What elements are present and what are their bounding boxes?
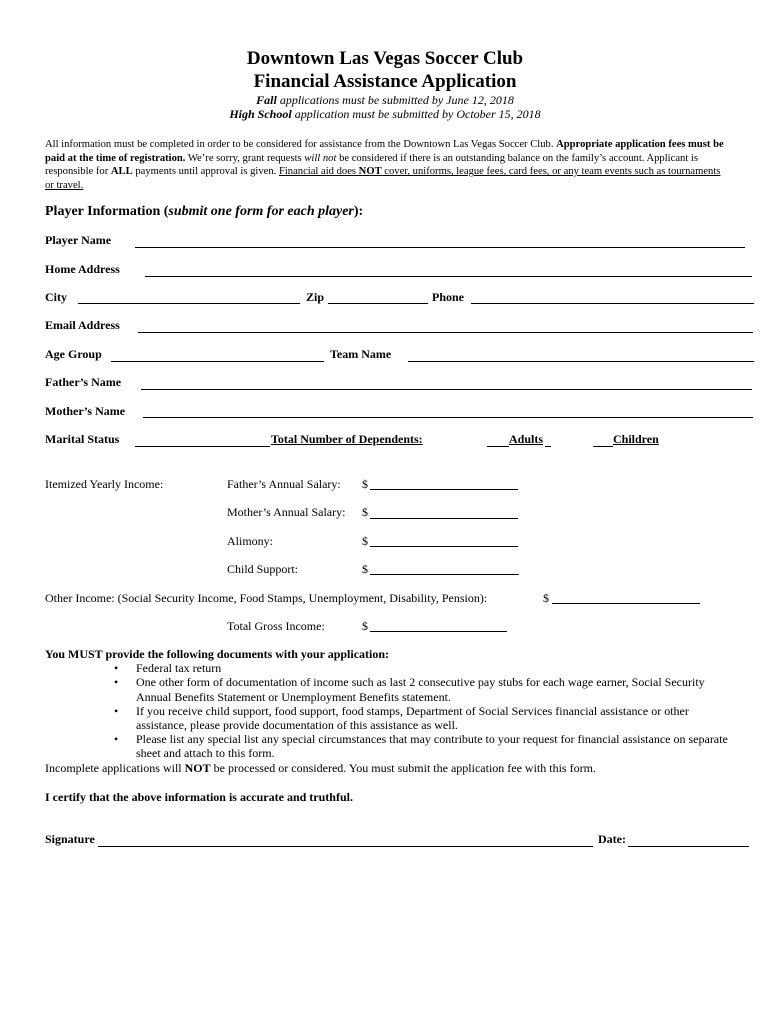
dollar-sign: $	[362, 619, 368, 633]
player-info-heading: Player Information (submit one form for each player):	[45, 204, 364, 219]
zip-field[interactable]	[328, 303, 428, 304]
age-group-field[interactable]	[111, 361, 324, 362]
dollar-sign: $	[362, 562, 368, 576]
bullet: •	[114, 675, 119, 690]
documents-heading: You MUST provide the following documents with your application:	[45, 647, 390, 661]
city-field[interactable]	[78, 303, 300, 304]
fall-deadline: Fall applications must be submitted by June 12, 2018	[256, 93, 514, 107]
total-gross-income-field[interactable]	[370, 631, 507, 632]
email-field[interactable]	[138, 332, 753, 333]
list-item: • If you receive child support, food support, food stamps, Department of Social Services financial assistance or other assistance, please provide documentation of this assistance as well.	[114, 703, 689, 733]
alimony-label: Alimony:	[227, 534, 274, 548]
documents-list	[45, 661, 735, 760]
dependents-label: Total Number of Dependents:	[271, 432, 423, 446]
other-income-label: Other Income: (Social Security Income, Food Stamps, Unemployment, Disability, Pension):	[45, 591, 488, 605]
form-title-line2: Financial Assistance Application	[253, 71, 517, 92]
bullet: •	[114, 703, 119, 718]
adults-field-tail[interactable]	[545, 446, 551, 447]
high-school-deadline: High School application must be submitted by October 15, 2018	[229, 107, 541, 121]
certification-statement: I certify that the above information is accurate and truthful.	[45, 790, 353, 804]
team-name-label: Team Name	[330, 347, 392, 361]
bullet: •	[114, 732, 119, 747]
adults-field[interactable]	[487, 446, 509, 447]
list-item: • One other form of documentation of income such as last 2 consecutive pay stubs for each wage earner, Social Security Annual Benefits Statement or Unemployment Benefits statement.	[114, 675, 705, 704]
marital-status-label: Marital Status	[45, 432, 120, 446]
child-support-label: Child Support:	[227, 562, 299, 576]
city-label: City	[45, 290, 67, 304]
total-gross-income-label: Total Gross Income:	[227, 619, 325, 633]
mother-name-field[interactable]	[143, 417, 753, 418]
dollar-sign: $	[362, 534, 368, 548]
phone-field[interactable]	[471, 303, 754, 304]
children-label: Children	[613, 432, 659, 446]
signature-label: Signature	[45, 832, 95, 846]
email-label: Email Address	[45, 318, 120, 332]
player-name-label: Player Name	[45, 233, 112, 247]
incomplete-notice: Incomplete applications will NOT be processed or considered. You must submit the application fee with this form.	[45, 760, 596, 775]
itemized-income-label: Itemized Yearly Income:	[45, 477, 164, 491]
bullet: •	[114, 661, 119, 676]
mother-name-label: Mother’s Name	[45, 404, 126, 418]
dollar-sign: $	[362, 505, 368, 519]
dollar-sign: $	[362, 477, 368, 491]
marital-status-field[interactable]	[135, 446, 270, 447]
father-name-field[interactable]	[141, 389, 752, 390]
player-name-field[interactable]	[135, 247, 745, 248]
father-salary-label: Father’s Annual Salary:	[227, 477, 341, 491]
mother-salary-label: Mother’s Annual Salary:	[227, 505, 346, 519]
adults-label: Adults	[509, 432, 544, 446]
home-address-label: Home Address	[45, 262, 120, 276]
other-income-field[interactable]	[552, 603, 700, 604]
child-support-field[interactable]	[370, 574, 519, 575]
date-field[interactable]	[628, 846, 749, 847]
list-item: • Federal tax return	[114, 661, 222, 676]
list-item: • Please list any special list any special circumstances that may contribute to your request for financial assistance on separate sheet and attach to this form.	[114, 732, 728, 761]
children-field[interactable]	[593, 446, 613, 447]
dollar-sign: $	[543, 591, 549, 605]
team-name-field[interactable]	[408, 361, 754, 362]
father-name-label: Father’s Name	[45, 375, 122, 389]
signature-field[interactable]	[98, 846, 593, 847]
alimony-field[interactable]	[370, 546, 518, 547]
zip-label: Zip	[306, 290, 325, 304]
home-address-field[interactable]	[145, 276, 752, 277]
phone-label: Phone	[432, 290, 465, 304]
intro-paragraph: All information must be completed in order to be considered for assistance from the Downtown Las Vegas Soccer Club. Appropriate application fees must be paid at the time of registration. We’re sorry, grant requests will not be considered if there is an outstanding balance on the family’s account. Applicant is responsible for ALL payments until approval is given. Financial aid does NOT cover, uniforms, league fees, card fees, or any team events such as tournaments or travel.	[45, 139, 724, 191]
date-label: Date:	[598, 832, 626, 846]
required-documents	[45, 647, 735, 775]
mother-salary-field[interactable]	[370, 518, 518, 519]
father-salary-field[interactable]	[370, 489, 518, 490]
form-title-line1: Downtown Las Vegas Soccer Club	[246, 48, 524, 69]
age-group-label: Age Group	[45, 347, 102, 361]
